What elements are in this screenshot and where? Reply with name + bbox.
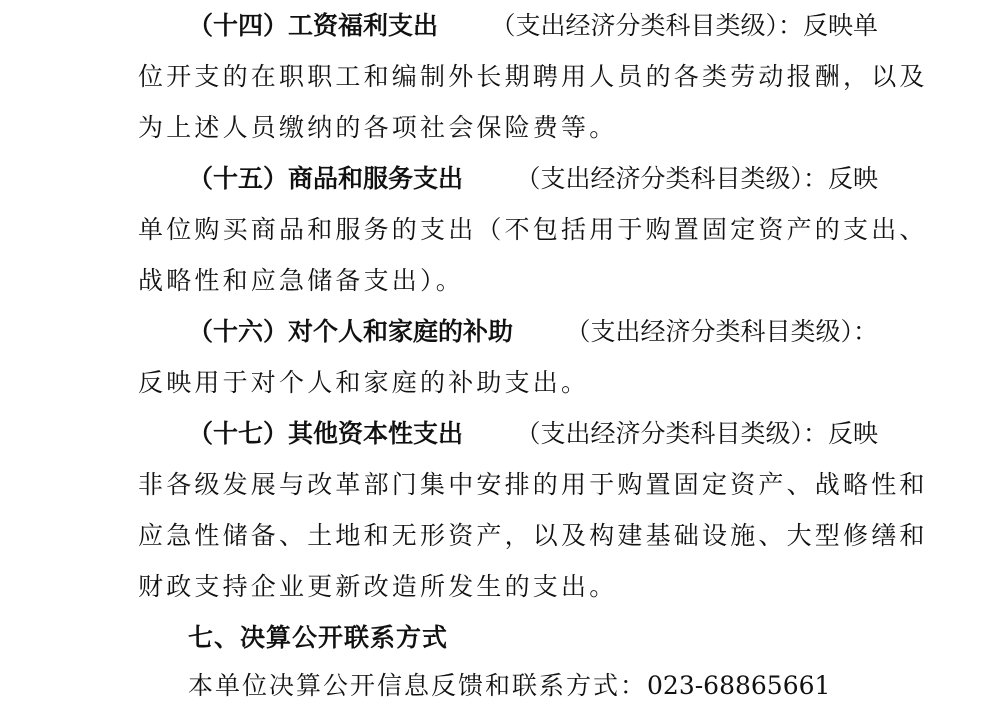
paragraph-17-line-4: 财政支持企业更新改造所发生的支出。	[138, 572, 618, 601]
paragraph-17-line-2: 非各级发展与改革部门集中安排的用于购置固定资产、战略性和	[138, 470, 928, 499]
paragraph-17-line-3: 应急性储备、土地和无形资产，以及构建基础设施、大型修缮和	[138, 521, 928, 550]
paragraph-15-text-1: （支出经济分类科目类级）：反映	[515, 164, 878, 193]
paragraph-16-text-1: （支出经济分类科目类级）：	[565, 317, 878, 346]
contact-phone: 023-68865661	[647, 671, 831, 700]
paragraph-17-text-1: （支出经济分类科目类级）：反映	[515, 419, 878, 448]
paragraph-14-line-1	[188, 0, 878, 51]
paragraph-14-line-2: 位开支的在职职工和编制外长期聘用人员的各类劳动报酬，以及	[138, 62, 928, 91]
paragraph-14-text-1: （支出经济分类科目类级）：反映单	[490, 11, 878, 40]
paragraph-16-line-1	[188, 306, 878, 357]
paragraph-15-line-3: 战略性和应急储备支出）。	[138, 266, 464, 295]
contact-label: 本单位决算公开信息反馈和联系方式：	[188, 671, 648, 700]
paragraph-17-title: （十七）其他资本性支出	[188, 419, 464, 448]
paragraph-15-title: （十五）商品和服务支出	[188, 164, 464, 193]
paragraph-15-line-1	[188, 153, 878, 204]
paragraph-14-line-3: 为上述人员缴纳的各项社会保险费等。	[138, 113, 618, 142]
paragraph-14-title: （十四）工资福利支出	[188, 11, 439, 40]
paragraph-17-line-1	[188, 408, 878, 459]
paragraph-15-line-2: 单位购买商品和服务的支出（不包括用于购置固定资产的支出、	[138, 215, 928, 244]
contact-line	[188, 660, 878, 711]
section-heading: 七、决算公开联系方式	[188, 623, 449, 652]
paragraph-16-title: （十六）对个人和家庭的补助	[188, 317, 514, 346]
paragraph-16-line-2: 反映用于对个人和家庭的补助支出。	[138, 368, 590, 397]
